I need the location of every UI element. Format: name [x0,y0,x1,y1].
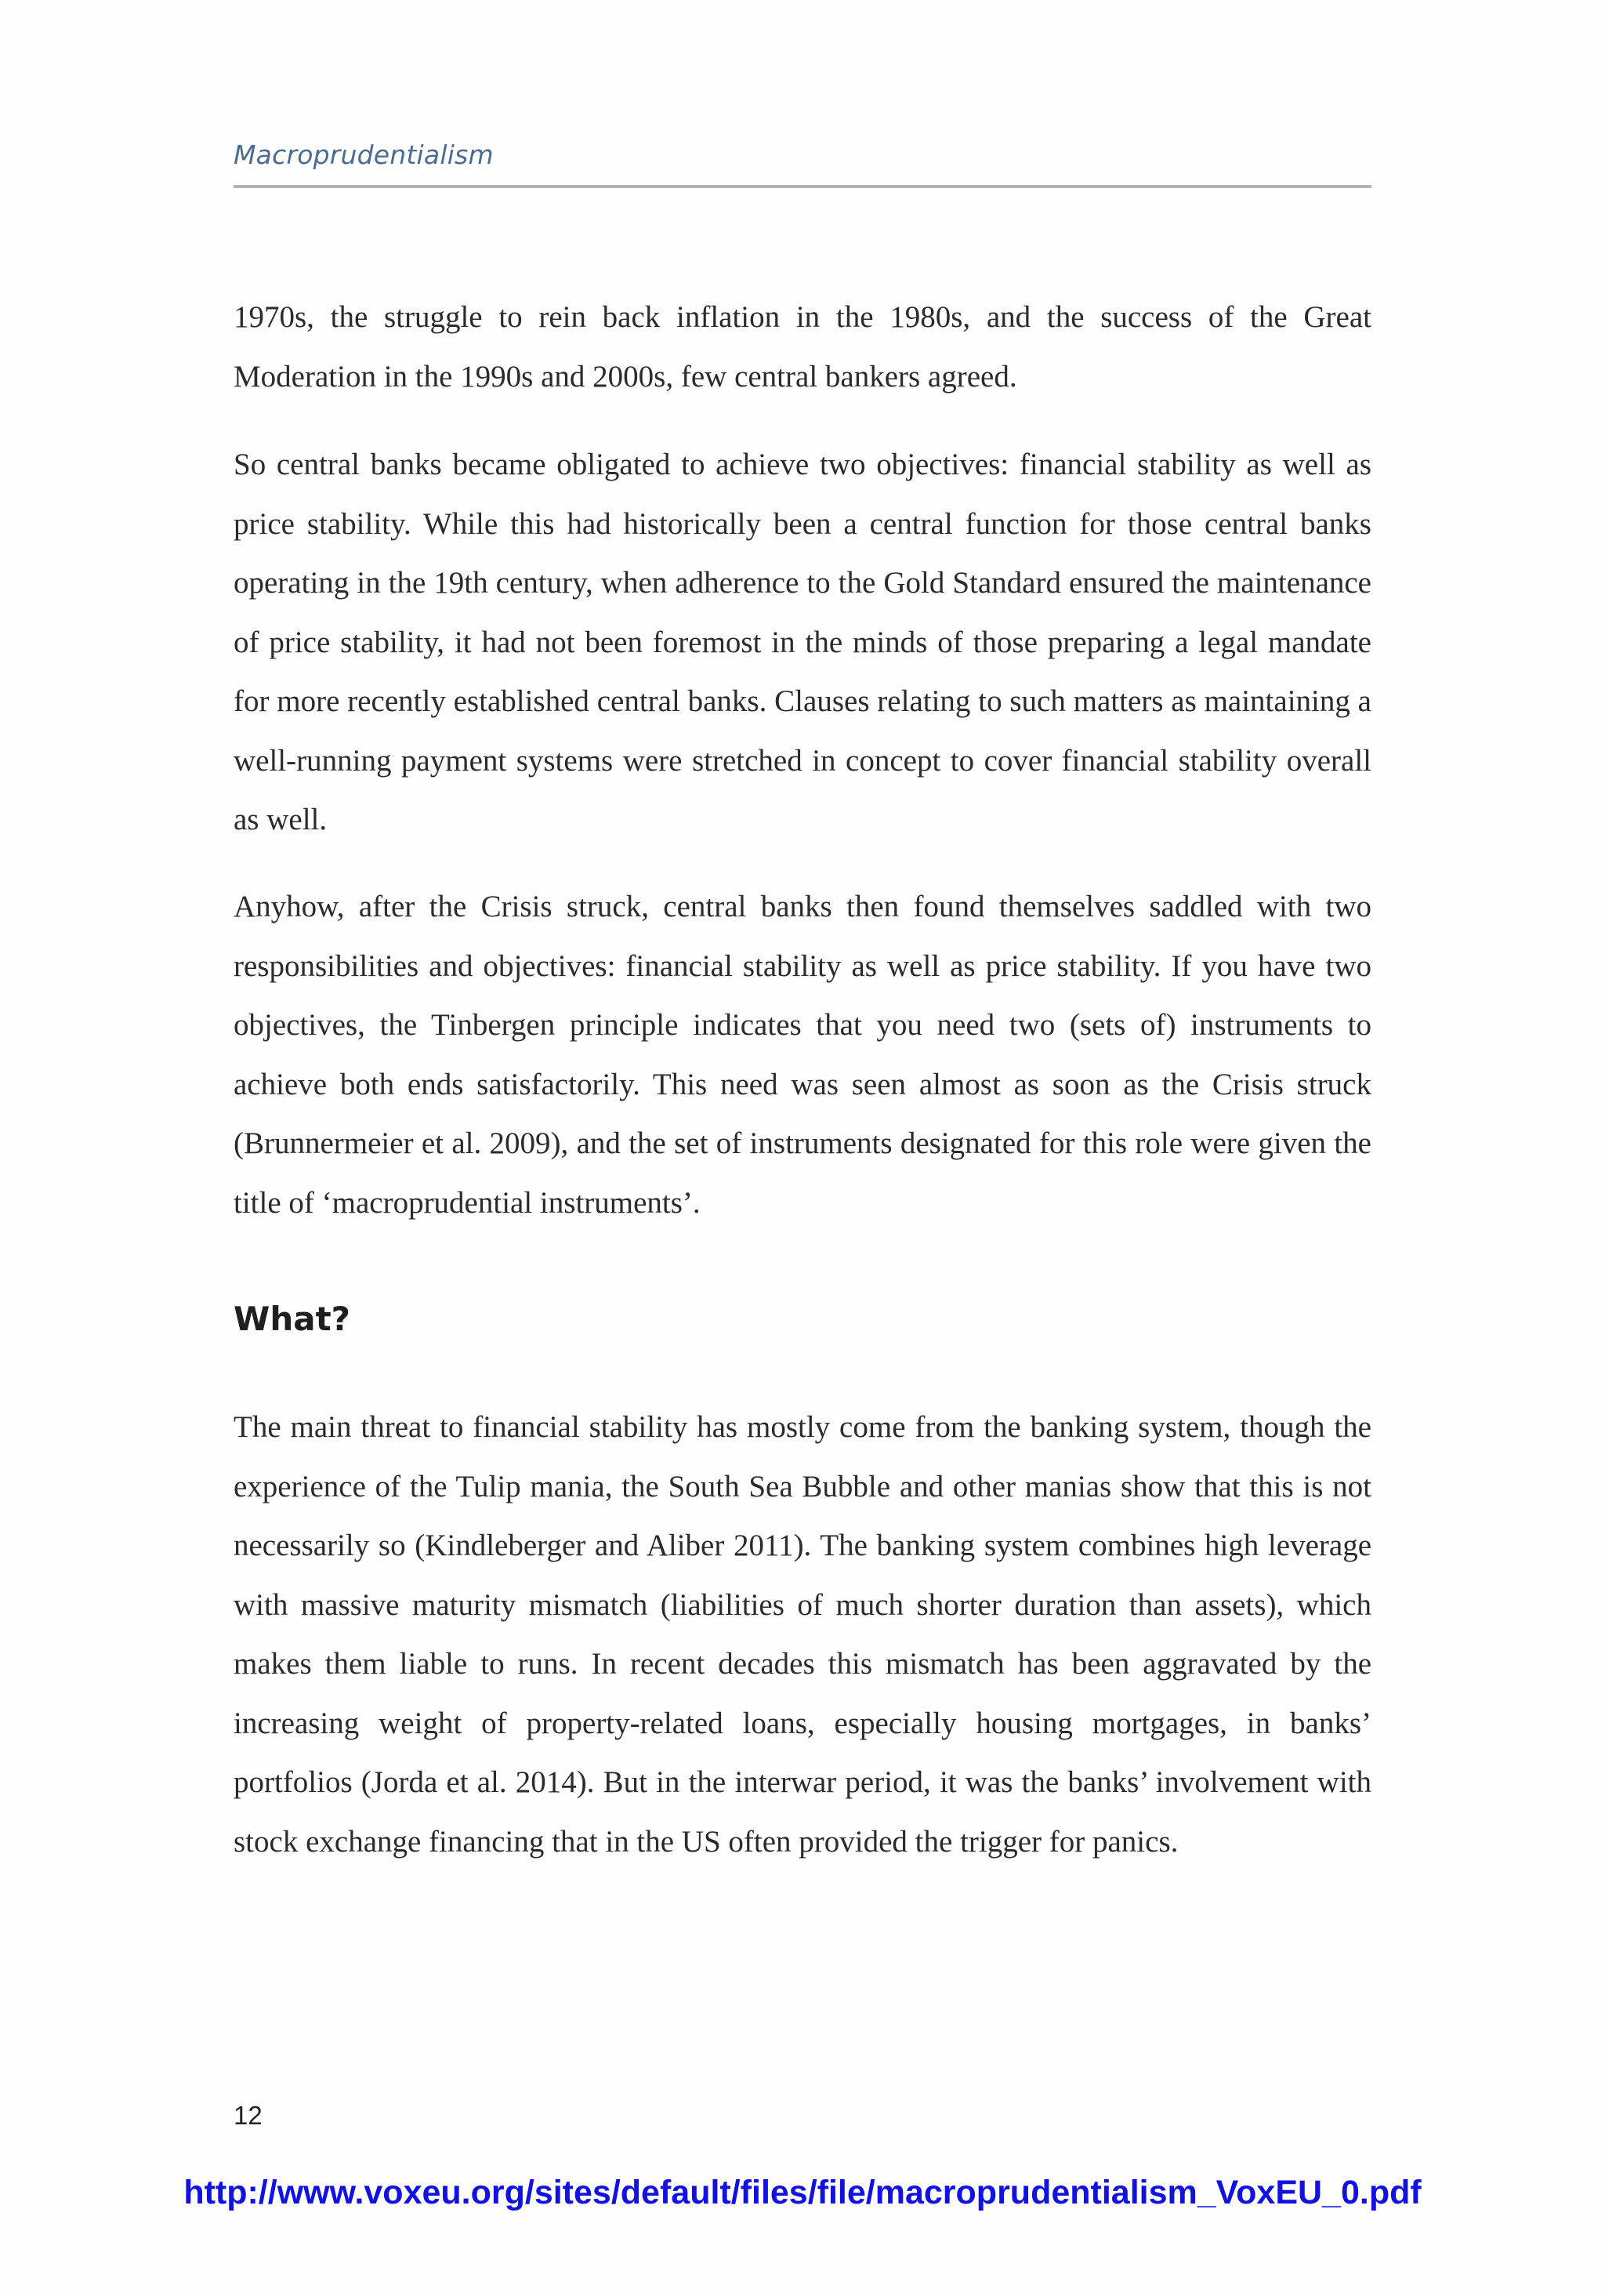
paragraph-3: Anyhow, after the Crisis struck, central banks then found themselves saddled with two responsibilities and objectives: financial stability as well as price stability. If you have two objectives, the Tinbergen principle indicates that you need two (sets of) instruments to achieve both ends satisfactorily. This need was seen almost as soon as the Crisis struck (Brunnermeier et al. 2009), and the set of instruments designated for this role were given the title of ‘macroprudential instruments’. [234,890,1371,1220]
paragraph-2: So central banks became obligated to achieve two objectives: financial stability as well as price stability. While this had historically been a central function for those central banks operating in the 19th century, when adherence to the Gold Standard ensured the maintenance of price stability, it had not been foremost in the minds of those preparing a legal mandate for more recently established central banks. Clauses relating to such matters as maintaining a well-running payment systems were stretched in concept to cover financial stability overall as well. [234,448,1371,836]
header-divider [234,185,1371,188]
page-number: 12 [234,2101,263,2130]
running-header-title: Macroprudentialism [234,140,494,170]
paragraph-1: 1970s, the struggle to rein back inflation in the 1980s, and the success of the Great Moderation in the 1990s and 2000s, few central bankers agreed. [234,300,1371,394]
source-url-link[interactable]: http://www.voxeu.org/sites/default/files/file/macroprudentialism_VoxEU_0.pdf [183,2174,1422,2211]
section-heading-what: What? [234,1300,351,1338]
paragraph-4: The main threat to financial stability has mostly come from the banking system, though the experience of the Tulip mania, the South Sea Bubble and other manias show that this is not necessarily so (Kindleberger and Aliber 2011). The banking system combines high leverage with massive maturity mismatch (liabilities of much shorter duration than assets), which makes them liable to runs. In recent decades this mismatch has been aggravated by the increasing weight of property-related loans, especially housing mortgages, in banks’ portfolios (Jorda et al. 2014). But in the interwar period, it was the banks’ involvement with stock exchange financing that in the US often provided the trigger for panics. [234,1410,1371,1859]
